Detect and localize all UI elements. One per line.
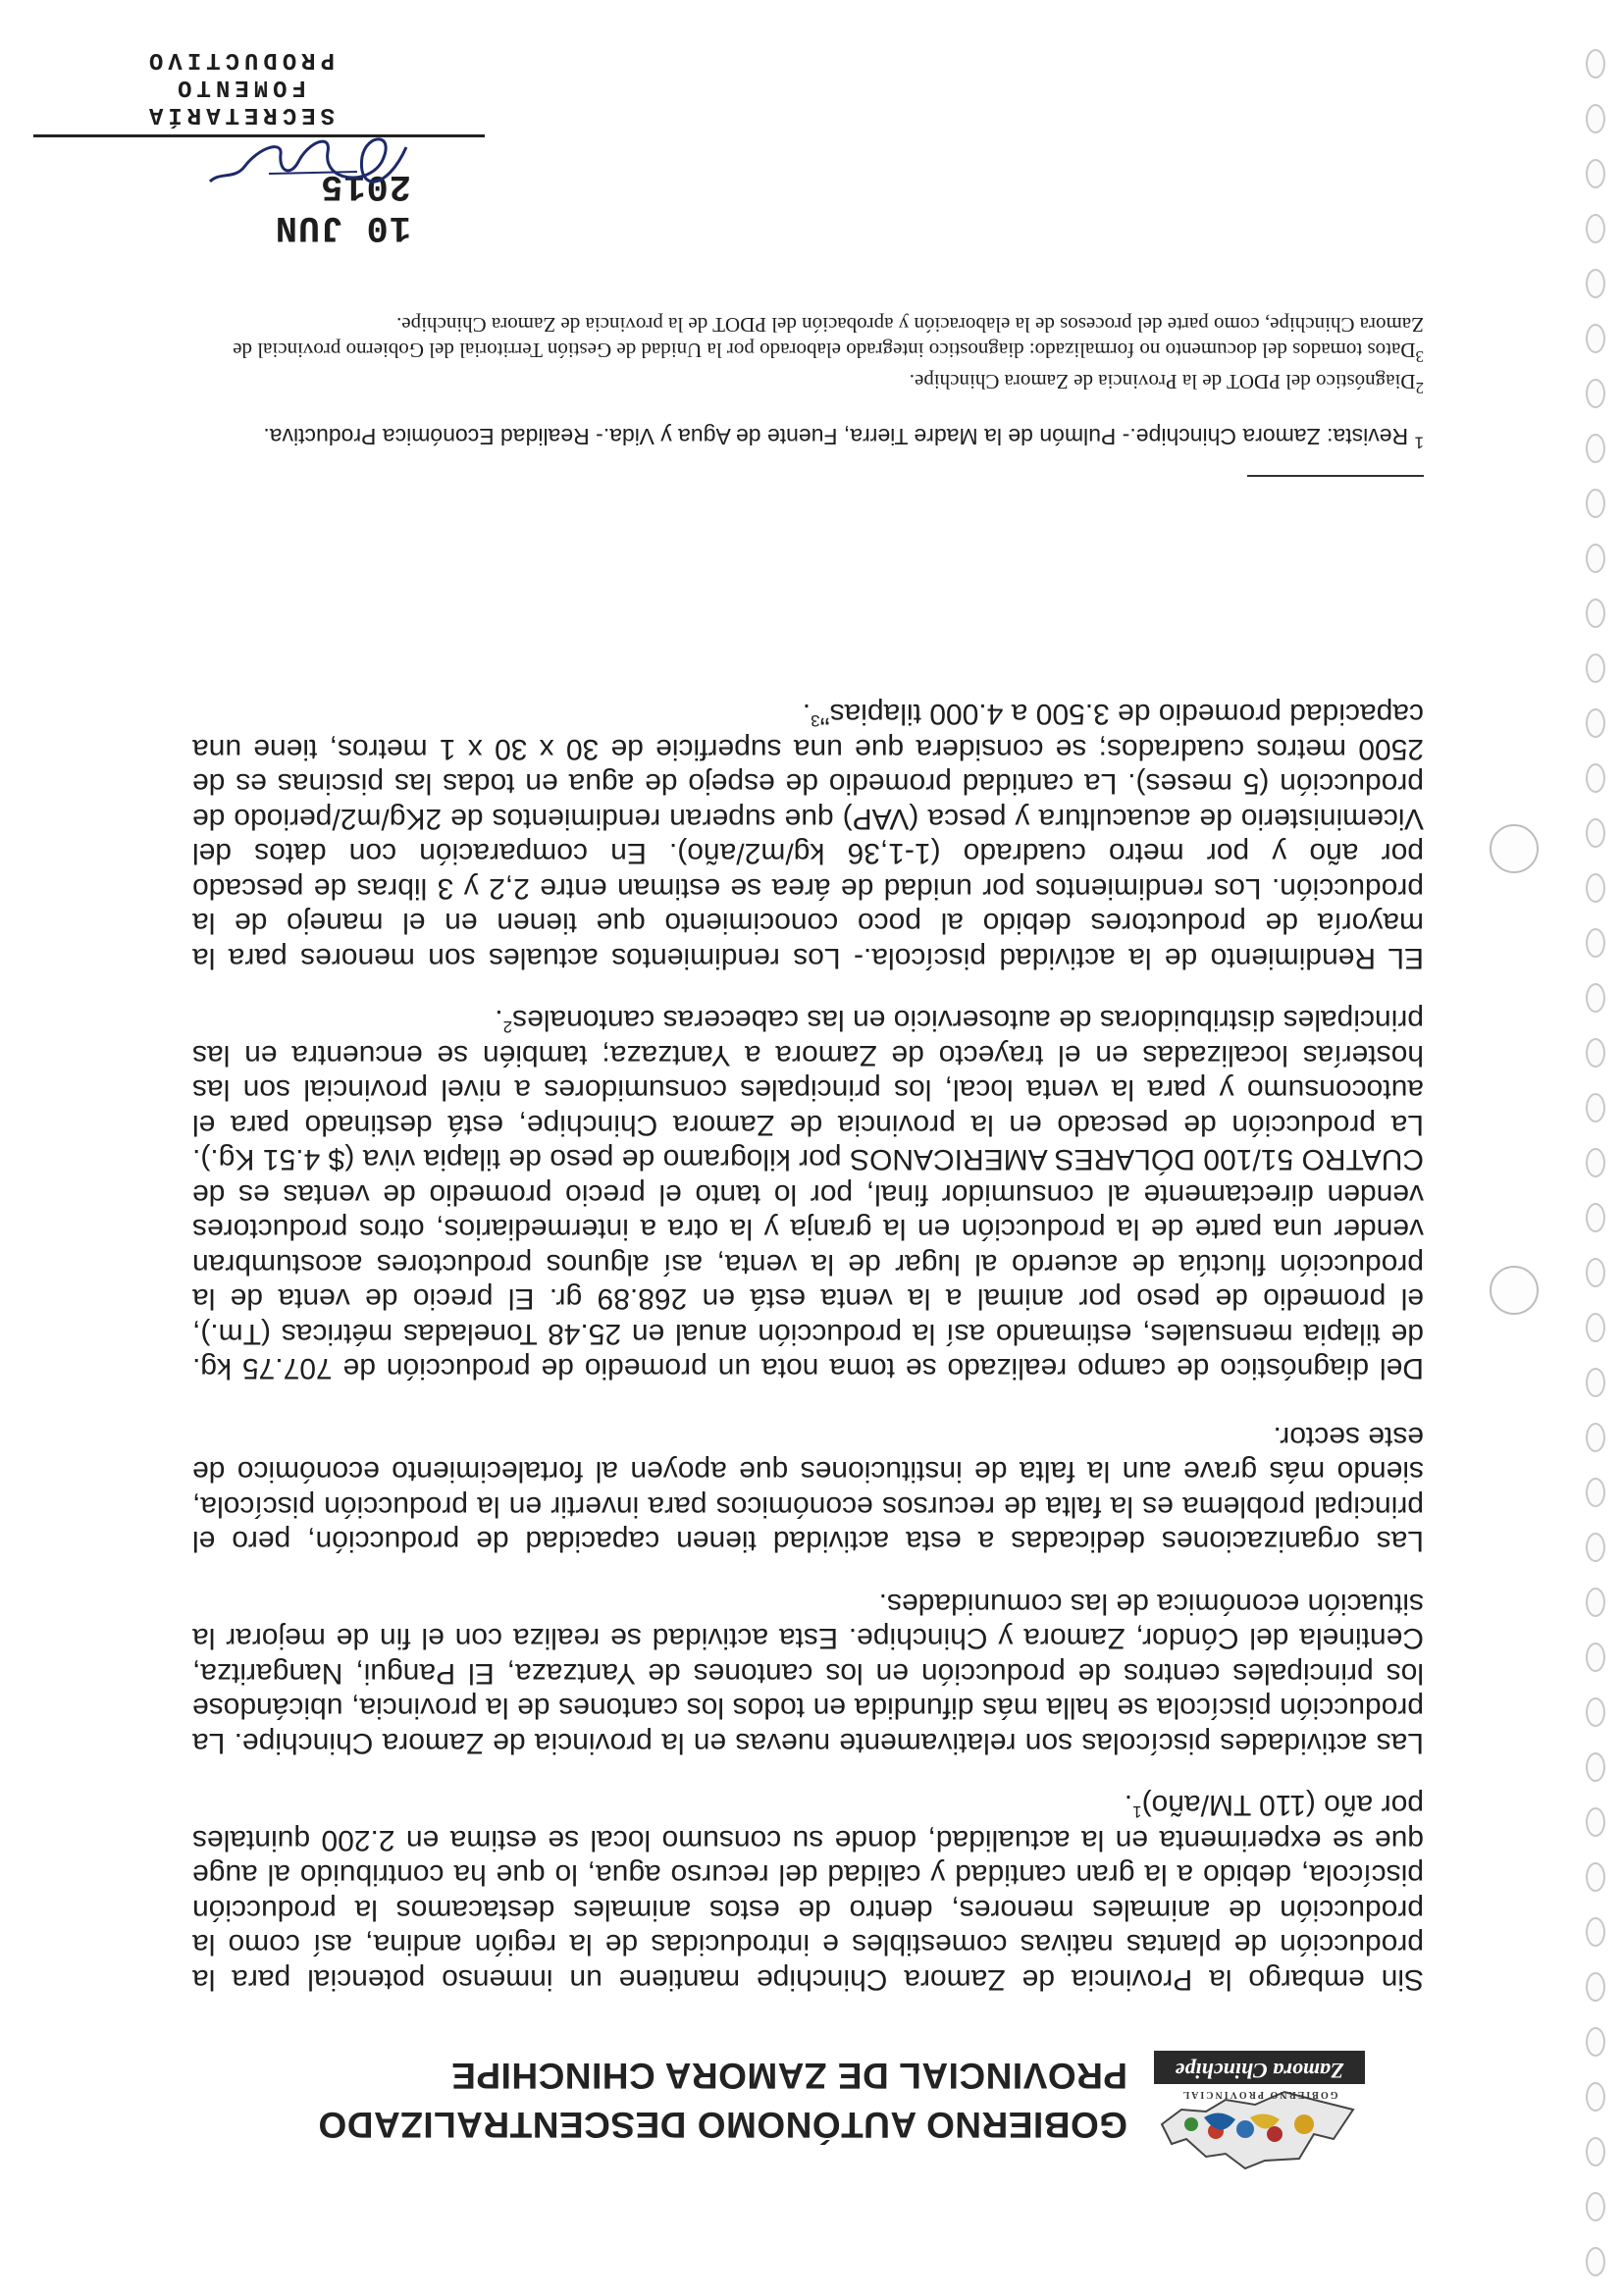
- footnote-ref: 3: [811, 711, 820, 731]
- punch-hole: [1490, 824, 1539, 873]
- date-stamp: 10 JUN 2015: [274, 165, 411, 247]
- binding-hole: [1586, 1038, 1605, 1068]
- binding-hole: [1586, 2027, 1605, 2057]
- footnote-2: $^2$Diagnóstico del PDOT de la Provincia de Zamora Chinchipe.: [909, 370, 1424, 397]
- department-stamp: [78, 45, 401, 128]
- binding-hole: [1586, 1423, 1605, 1452]
- signature-line: [33, 134, 485, 137]
- logo-banner-text: Zamora Chinchipe: [1175, 2059, 1344, 2083]
- paragraph-3: Las organizaciones dedicadas a esta actividad tienen capacidad de producción, pero el principal problema es la falta de recursos económicos para invertir en la producción piscícola, siendo más grave aun la falta de instituciones que apoyen al fortalecimiento económico de este sector.: [192, 1421, 1424, 1558]
- footnotes: [192, 306, 1424, 451]
- department-line-2: FOMENTO PRODUCTIVO: [143, 46, 336, 100]
- binding-hole: [1586, 1313, 1605, 1342]
- binding-hole: [1586, 708, 1605, 738]
- footnote-ref: 1: [1132, 1802, 1142, 1822]
- binding-hole: [1586, 214, 1605, 243]
- binding-hole: [1586, 49, 1605, 78]
- paragraph-1: Sin embargo la Provincia de Zamora Chinchipe mantiene un inmenso potencial para la producción de plantas nativas comestibles e introducidas de la región andina, así como la producción de animales menores, dentro de estos animales destacamos la producción piscícola, debido a la gran cantidad y calidad del recurso agua, lo que ha contribuido al auge que se experimenta en la actualidad, donde su consumo local se estima en 2.200 quintales por año (110 TM/año)$^1$.: [192, 1789, 1424, 1996]
- binding-hole: [1586, 159, 1605, 188]
- binding-hole: [1586, 1972, 1605, 2002]
- binding-hole: [1586, 489, 1605, 518]
- binding-hole: [1586, 1697, 1605, 1727]
- footnote-divider: [1247, 475, 1424, 477]
- title-line-2: PROVINCIAL DE ZAMORA CHINCHIPE: [450, 2056, 1127, 2096]
- binding-hole: [1586, 104, 1605, 133]
- binding-hole: [1586, 269, 1605, 298]
- title-line-1: GOBIERNO AUTÓNOMO DESCENTRALIZADO: [317, 2105, 1127, 2145]
- letterhead: [136, 2031, 1373, 2178]
- binding-hole: [1586, 1478, 1605, 1507]
- binding-hole: [1586, 818, 1605, 848]
- footnote-1: $^1$ Revista: Zamora Chinchipe.- Pulmón de la Madre Tierra, Fuente de Agua y Vida.- Realidad Económica Productiva.: [263, 424, 1424, 452]
- footnote-ref: 2: [502, 1018, 513, 1037]
- binding-hole: [1586, 1203, 1605, 1232]
- punch-hole: [1490, 1266, 1539, 1315]
- binding-hole: [1586, 324, 1605, 353]
- binding-hole: [1586, 1917, 1605, 1947]
- binding-hole: [1586, 2137, 1605, 2166]
- provincial-logo: [1147, 2031, 1373, 2178]
- binding-holes: [1574, 20, 1613, 2276]
- binding-hole: [1586, 1643, 1605, 1672]
- binding-hole: [1586, 873, 1605, 903]
- department-line-1: SECRETARÍA: [143, 101, 336, 128]
- binding-hole: [1586, 763, 1605, 793]
- binding-hole: [1586, 2082, 1605, 2112]
- binding-hole: [1586, 1148, 1605, 1177]
- binding-hole: [1586, 1807, 1605, 1837]
- binding-hole: [1586, 1258, 1605, 1287]
- binding-hole: [1586, 599, 1605, 628]
- binding-hole: [1586, 1368, 1605, 1397]
- logo-banner: [1154, 2051, 1365, 2100]
- binding-hole: [1586, 653, 1605, 683]
- binding-hole: [1586, 2192, 1605, 2221]
- binding-hole: [1586, 379, 1605, 408]
- document-body: [192, 669, 1424, 1997]
- binding-hole: [1586, 544, 1605, 573]
- binding-hole: [1586, 1862, 1605, 1892]
- footnote-3: $^3$Datos tomados del documento no formalizado: diagnostico integrado elaborado por la Unidad de Gestión Territorial del Gobierno provincial de Zamora Chinchipe, como parte del procesos de la elaboración y aprobación del PDOT de la provincia de Zamora Chinchipe.: [233, 313, 1424, 366]
- binding-hole: [1586, 434, 1605, 463]
- paragraph-4: Del diagnóstico de campo realizado se toma nota un promedio de producción de 707.75 kg. de tilapia mensuales, estimando así la producción anual en 25.48 Toneladas métricas (Tm.), el promedio de peso por animal a la venta está en 268.89 gr. El precio de venta de la producción fluctúa de acuerdo al lugar de la venta, así algunos productores acostumbran vender una parte de la producción en la granja y la otra a intermediarios, otros productores venden directamente al consumidor final, por lo tanto el precio promedio de ventas es de CUATRO 51/100 DÓLARES AMERICANOS por kilogramo de peso de tilapia viva ($ 4.51 Kg.). La producción de pescado en la provincia de Zamora Chinchipe, está destinado para el autoconsumo y para la venta local, los principales consumidores a nivel provincial son las hosterías localizadas en el trayecto de Zamora a Yantzaza; también se encuentra en las principales distribuidoras de autoservicio en las cabeceras cantonales$^2$.: [192, 1004, 1424, 1385]
- binding-hole: [1586, 1588, 1605, 1617]
- paragraph-5: EL Rendimiento de la actividad piscícola.- Los rendimientos actuales son menores para la mayoría de productores debido al poco conocimiento que tienen en el manejo de la producción. Los rendimientos por unidad de área se estiman entre 2,2 y 3 libras de pescado por año y por metro cuadrado (1-1,36 kg/m2/año). En comparación con datos del Viceministerio de acuacultura y pesca (VAP) que superan rendimientos de 2Kg/m2/periodo de producción (5 meses). La cantidad promedio de espejo de agua en todas las piscinas es de 2500 metros cuadrados; se considera que una superficie de 30 x 30 x 1 metros, tiene una capacidad promedio de 3.500 a 4.000 tilapias”$^3$.: [192, 698, 1424, 974]
- logo-small-text: GOBIERNO PROVINCIAL: [1180, 2089, 1338, 2100]
- document-title: [136, 2051, 1127, 2149]
- binding-hole: [1586, 2247, 1605, 2276]
- binding-hole: [1586, 1093, 1605, 1122]
- binding-hole: [1586, 983, 1605, 1013]
- binding-hole: [1586, 1533, 1605, 1562]
- binding-hole: [1586, 1752, 1605, 1782]
- paragraph-2: Las actividades piscícolas son relativamente nuevas en la provincia de Zamora Chinchipe. La producción piscícola se halla más difundida en todos los cantones de la provincia, ubicándose los principales centros de producción en los cantones de Yantzaza, El Pangui, Nangaritza, Centinela del Cóndor, Zamora y Chinchipe. Esta actividad se realiza con el fin de mejorar la situación económica de las comunidades.: [192, 1588, 1424, 1759]
- binding-hole: [1586, 928, 1605, 958]
